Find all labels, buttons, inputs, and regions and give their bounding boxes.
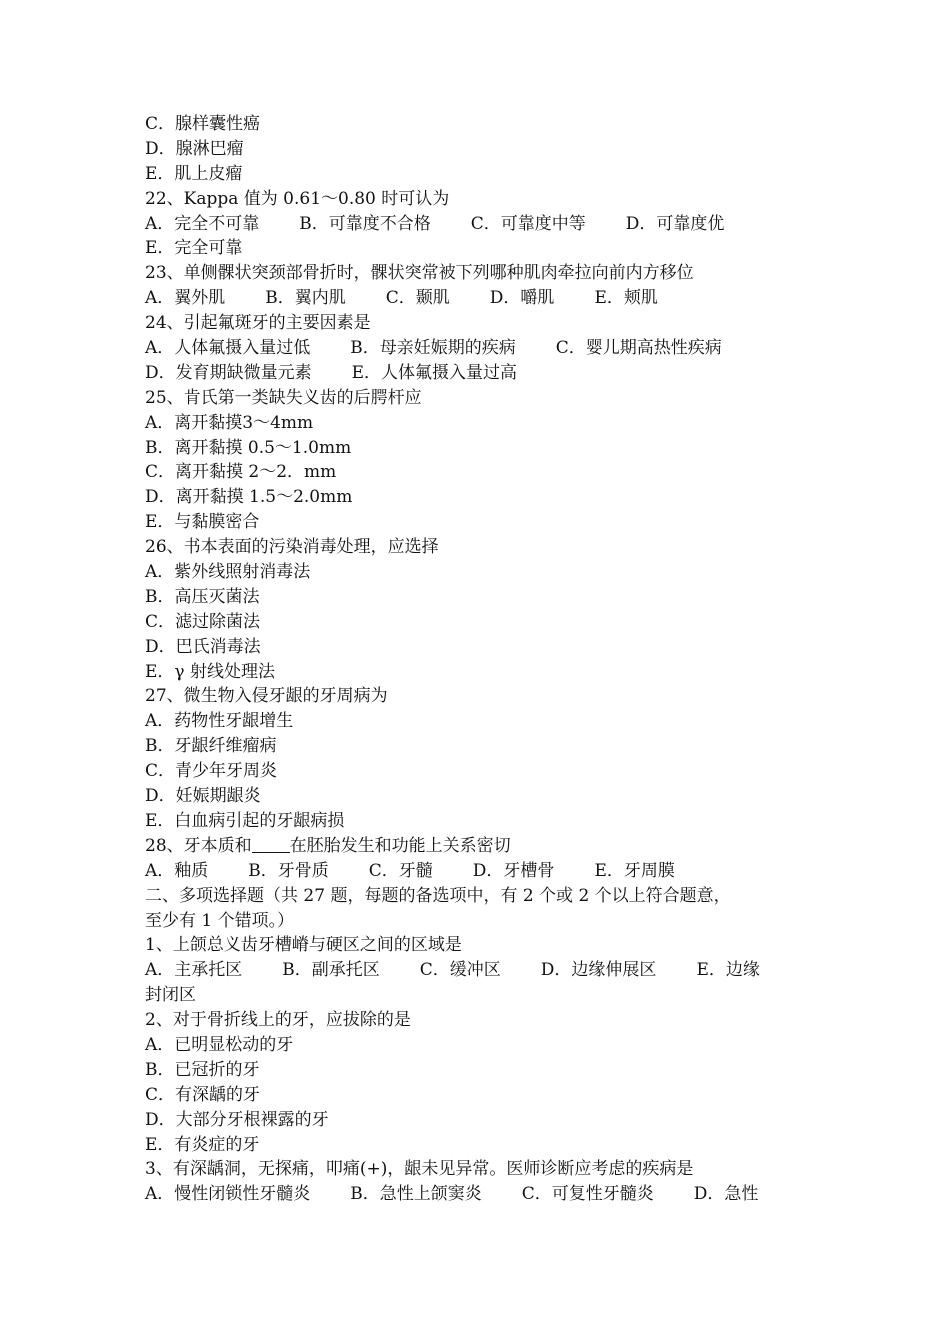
text-line	[145, 1083, 810, 1108]
option-text: A．主承托区	[145, 960, 243, 981]
option-text: B．副承托区	[282, 960, 380, 981]
option-text: A．人体氟摄入量过低	[145, 338, 311, 359]
line-text: E．γ 射线处理法	[145, 661, 275, 682]
option-text: E．颊肌	[594, 288, 658, 309]
line-text-tail: 在胚胎发生和功能上关系密切	[289, 835, 511, 856]
option-text: E．牙周膜	[594, 860, 675, 881]
text-line	[145, 560, 810, 585]
line-text: A．已明显松动的牙	[145, 1034, 294, 1055]
option-text: D．可靠度优	[625, 213, 725, 234]
line-text: A．紫外线照射消毒法	[145, 562, 311, 583]
line-text: C．腺样囊性癌	[145, 114, 261, 134]
text-line	[145, 585, 810, 610]
text-line	[145, 1033, 810, 1058]
text-line	[145, 411, 810, 436]
option-text: A．完全不可靠	[145, 213, 260, 234]
text-line	[145, 1157, 810, 1182]
line-text: B．已冠折的牙	[145, 1059, 260, 1080]
text-line	[145, 311, 810, 336]
line-text: B．牙龈纤维瘤病	[145, 736, 277, 757]
line-text: 至少有 1 个错项。）	[145, 910, 295, 931]
option-text: E．边缘	[696, 960, 760, 981]
text-line	[145, 1058, 810, 1083]
text-line	[145, 112, 810, 137]
line-text: E．与黏膜密合	[145, 512, 260, 533]
option-row	[145, 859, 810, 884]
line-text: D．离开黏摸 1.5～2.0mm	[145, 487, 353, 508]
text-line	[145, 660, 810, 685]
text-line	[145, 510, 810, 535]
option-row	[145, 361, 810, 386]
option-row	[145, 212, 810, 237]
text-line	[145, 187, 810, 212]
option-text: D．牙槽骨	[472, 860, 555, 881]
option-text: B．翼内肌	[265, 288, 346, 309]
option-text: B．牙骨质	[248, 860, 329, 881]
line-text: D．巴氏消毒法	[145, 636, 261, 657]
text-line	[145, 261, 810, 286]
line-text: C．有深龋的牙	[145, 1084, 261, 1105]
text-line	[145, 784, 810, 809]
option-text: A．慢性闭锁性牙髓炎	[145, 1184, 311, 1205]
text-line	[145, 884, 810, 909]
text-line	[145, 610, 810, 635]
line-text: E．白血病引起的牙龈病损	[145, 810, 345, 831]
line-text: 26、书本表面的污染消毒处理，应选择	[145, 537, 439, 558]
option-row	[145, 958, 810, 983]
line-text: C．滤过除菌法	[145, 611, 261, 632]
line-text: 3、有深龋洞，无探痛，叩痛(+)，龈未见异常。医师诊断应考虑的疾病是	[145, 1159, 694, 1180]
option-text: C．可靠度中等	[470, 213, 586, 234]
line-text: 24、引起氟斑牙的主要因素是	[145, 313, 371, 334]
text-line	[145, 684, 810, 709]
line-text: E．完全可靠	[145, 238, 243, 259]
option-text: E．人体氟摄入量过高	[351, 362, 518, 383]
line-text: 27、微生物入侵牙龈的牙周病为	[145, 686, 388, 707]
option-row	[145, 336, 810, 361]
line-text: C．青少年牙周炎	[145, 761, 278, 782]
option-row	[145, 286, 810, 311]
text-line	[145, 1133, 810, 1158]
text-line	[145, 460, 810, 485]
line-text: 1、上颌总义齿牙槽嵴与硬区之间的区域是	[145, 935, 462, 956]
text-line	[145, 1008, 810, 1033]
line-text: C．离开黏摸 2～2．mm	[145, 462, 337, 483]
option-text: A．釉质	[145, 860, 209, 881]
text-line	[145, 236, 810, 261]
option-text: D．发育期缺微量元素	[145, 362, 312, 383]
option-text: B．急性上颌窦炎	[350, 1184, 482, 1205]
option-text: D．嚼肌	[489, 288, 555, 309]
option-text: C．可复性牙髓炎	[521, 1184, 654, 1205]
text-line	[145, 162, 810, 187]
option-text: B．母亲妊娠期的疾病	[350, 338, 516, 359]
text-line	[145, 709, 810, 734]
text-line	[145, 635, 810, 660]
text-line	[145, 436, 810, 461]
option-text: C．缓冲区	[419, 960, 501, 981]
line-text: D．大部分牙根裸露的牙	[145, 1109, 329, 1130]
option-text: B．可靠度不合格	[299, 213, 431, 234]
fill-blank	[252, 834, 290, 853]
text-line	[145, 386, 810, 411]
line-text: A．药物性牙龈增生	[145, 711, 294, 732]
option-text: C．颞肌	[385, 288, 450, 309]
text-line	[145, 909, 810, 934]
line-text: E．肌上皮瘤	[145, 163, 243, 184]
text-line	[145, 137, 810, 162]
text-line	[145, 759, 810, 784]
line-text: D．妊娠期龈炎	[145, 786, 261, 807]
option-text: C．牙髓	[368, 860, 433, 881]
option-row	[145, 1182, 810, 1207]
line-text: 二、多项选择题（共 27 题，每题的备选项中，有 2 个或 2 个以上符合题意，	[145, 885, 731, 906]
line-text: 28、牙本质和	[145, 835, 252, 856]
line-text: 2、对于骨折线上的牙，应拔除的是	[145, 1010, 411, 1031]
option-text: D．边缘伸展区	[540, 960, 657, 981]
line-text: 23、单侧髁状突颈部骨折时，髁状突常被下列哪种肌肉牵拉向前内方移位	[145, 263, 694, 284]
option-text: D．急性	[693, 1184, 759, 1205]
line-text: 封闭区	[145, 985, 196, 1006]
line-text: A．离开黏摸3～4mm	[145, 412, 314, 433]
text-line	[145, 834, 810, 859]
line-text: B．高压灭菌法	[145, 586, 260, 607]
text-line	[145, 933, 810, 958]
line-text: 25、肯氏第一类缺失义齿的后腭杆应	[145, 387, 422, 408]
option-text: C．婴儿期高热性疾病	[555, 338, 722, 359]
line-text: E．有炎症的牙	[145, 1134, 260, 1155]
text-line	[145, 1108, 810, 1133]
option-text: A．翼外肌	[145, 288, 226, 309]
line-text: 22、Kappa 值为 0.61～0.80 时可认为	[145, 188, 450, 209]
text-line	[145, 809, 810, 834]
text-line	[145, 734, 810, 759]
line-text: B．离开黏摸 0.5～1.0mm	[145, 437, 352, 458]
line-text: D．腺淋巴瘤	[145, 138, 244, 159]
text-line	[145, 535, 810, 560]
text-line	[145, 485, 810, 510]
text-line	[145, 983, 810, 1008]
